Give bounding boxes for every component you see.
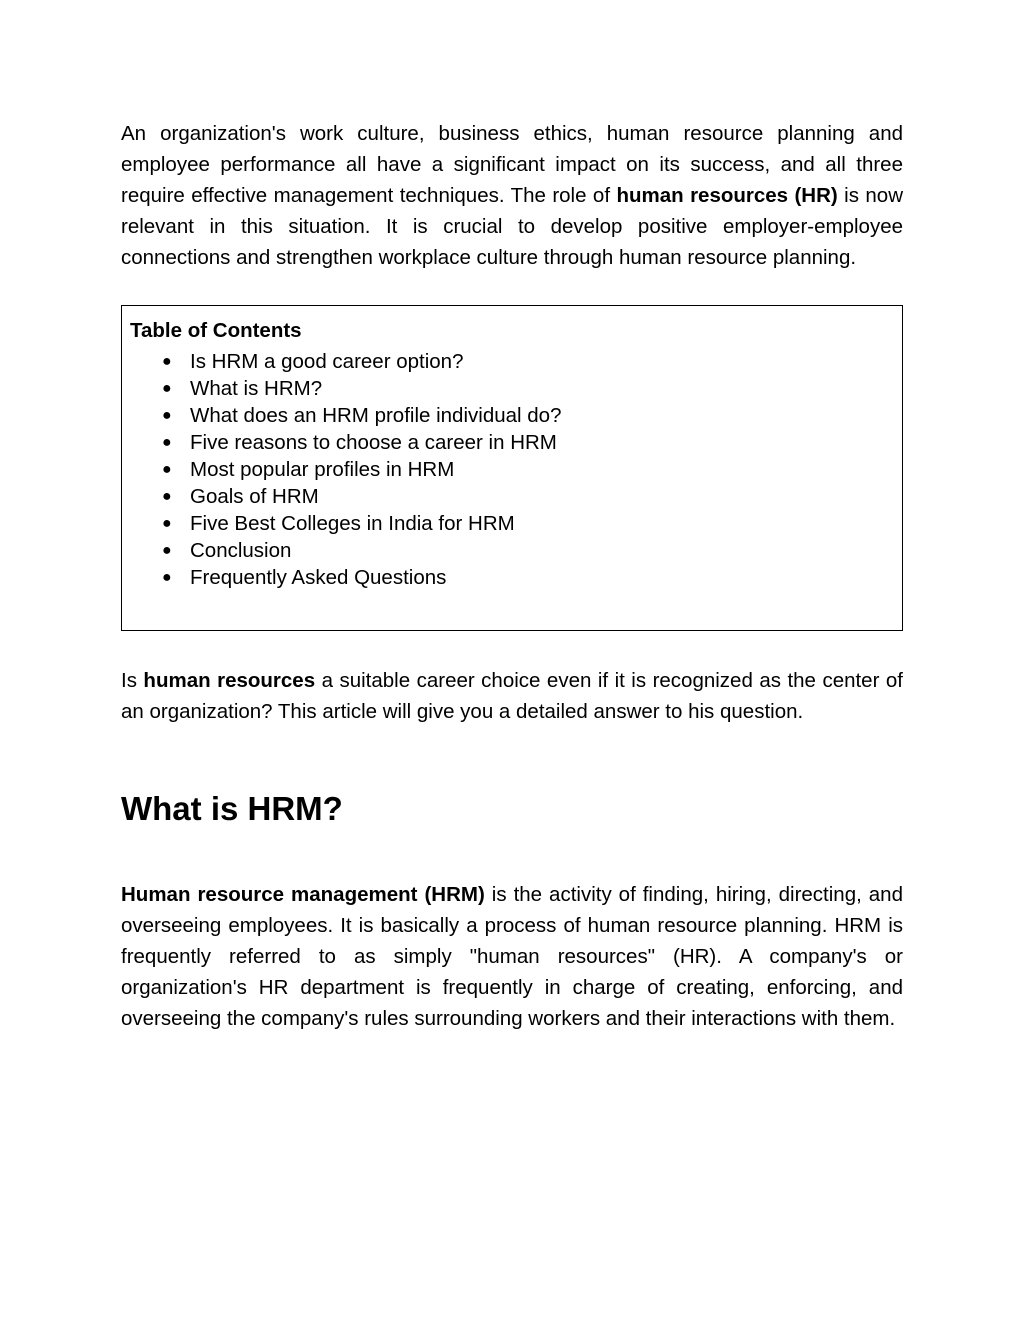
toc-item-label: What is HRM? (190, 377, 323, 400)
bullet-icon: ● (162, 488, 172, 505)
hrm-bold-term: Human resource management (HRM) (121, 883, 485, 906)
question-text-end: a suitable career choice even if it is recognized as the center of an organization? This article will give you a detailed answer to his question. (121, 669, 903, 723)
question-text-start: Is (121, 669, 144, 692)
bullet-icon: ● (162, 407, 172, 424)
table-of-contents-box (121, 305, 903, 631)
toc-item[interactable] (162, 375, 894, 402)
toc-item[interactable] (162, 537, 894, 564)
intro-text-end: is now relevant in this situation. It is crucial to develop positive employer-employee connections and strengthen workplace culture through human resource planning. (121, 184, 903, 269)
toc-item-label: Five reasons to choose a career in HRM (190, 431, 557, 454)
toc-item[interactable] (162, 564, 894, 591)
section-heading: What is HRM? (121, 790, 343, 827)
intro-text-start: An organization's work culture, business ethics, human resource planning and employee performance all have a significant impact on its success, and all three require effective management techniques. The role of (121, 122, 903, 207)
question-bold-term: human resources (143, 669, 316, 692)
bullet-icon: ● (162, 380, 172, 397)
toc-item-label: Five Best Colleges in India for HRM (190, 512, 515, 535)
toc-item-label: Frequently Asked Questions (190, 566, 447, 589)
toc-item[interactable] (162, 348, 894, 375)
toc-item[interactable] (162, 402, 894, 429)
toc-item[interactable] (162, 510, 894, 537)
toc-item-label: Conclusion (190, 539, 292, 562)
toc-list (130, 348, 894, 591)
toc-item-label: Is HRM a good career option? (190, 350, 464, 373)
document-page (121, 118, 903, 1034)
bullet-icon: ● (162, 434, 172, 451)
intro-bold-term: human resources (HR) (616, 184, 838, 207)
toc-item-label: What does an HRM profile individual do? (190, 404, 562, 427)
bullet-icon: ● (162, 542, 172, 559)
toc-title: Table of Contents (130, 319, 302, 342)
bullet-icon: ● (162, 353, 172, 370)
hrm-definition-paragraph (121, 879, 903, 1034)
toc-item[interactable] (162, 483, 894, 510)
toc-item-label: Most popular profiles in HRM (190, 458, 455, 481)
hrm-definition-text: is the activity of finding, hiring, directing, and overseeing employees. It is basically a process of human resource planning. HRM is frequently referred to as simply "human resources" (HR). A company's or organization's HR department is frequently in charge of creating, enforcing, and overseeing the company's rules surrounding workers and their interactions with them. (121, 883, 903, 1030)
bullet-icon: ● (162, 569, 172, 586)
toc-item[interactable] (162, 456, 894, 483)
bullet-icon: ● (162, 461, 172, 478)
intro-paragraph (121, 118, 903, 273)
toc-item[interactable] (162, 429, 894, 456)
question-paragraph (121, 665, 903, 727)
toc-item-label: Goals of HRM (190, 485, 319, 508)
bullet-icon: ● (162, 515, 172, 532)
